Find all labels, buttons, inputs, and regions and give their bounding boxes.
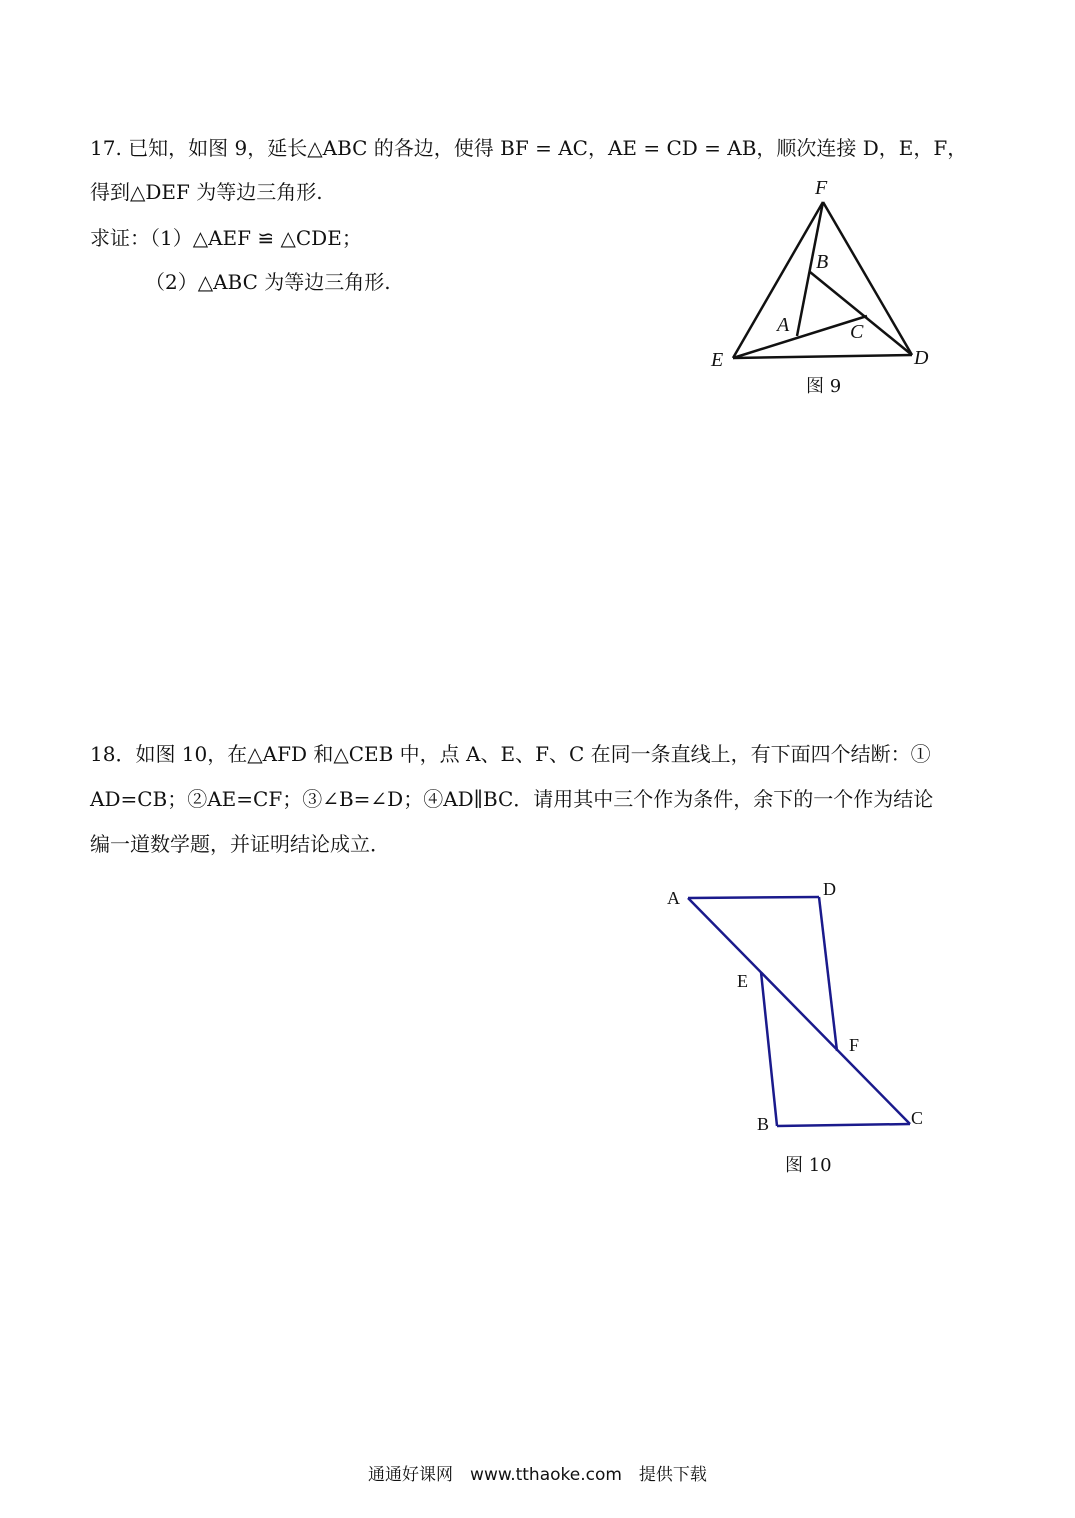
fig10-label-f: F (849, 1035, 860, 1055)
fig9-caption: 图 9 (806, 376, 842, 397)
q18-line-1: 18．如图 10，在△AFD 和△CEB 中，点 A、E、F、C 在同一条直线上，有下面四个结断：① (90, 742, 931, 766)
fig9-side-fd (823, 202, 912, 355)
fig9-label-a: A (777, 314, 790, 336)
q17-line-4: （2）△ABC 为等边三角形. (145, 270, 391, 294)
fig10-label-a: A (667, 888, 680, 908)
fig9-label-d: D (914, 347, 929, 369)
fig10-label-c: C (911, 1108, 924, 1128)
fig9-side-ed (733, 355, 912, 358)
q18-line-2: AD=CB；②AE=CF；③∠B=∠D；④AD∥BC．请用其中三个作为条件，余下的一个作为结论 (90, 787, 934, 811)
fig10-line-eb (761, 972, 777, 1126)
fig10-line-df (819, 897, 837, 1051)
q18-line-3: 编一道数学题，并证明结论成立． (90, 832, 390, 856)
fig10-line-bc (777, 1124, 910, 1126)
fig10-label-d: D (823, 879, 836, 899)
fig10-line-ac (688, 898, 910, 1124)
fig10-caption: 图 10 (785, 1155, 832, 1176)
fig9-label-e: E (711, 349, 724, 371)
fig9-label-b: B (816, 251, 829, 273)
fig10-line-ad (688, 897, 819, 898)
fig9-label-f: F (815, 177, 828, 199)
q17-line-2: 得到△DEF 为等边三角形. (90, 180, 323, 204)
fig10-label-b: B (757, 1114, 770, 1134)
q17-line-1: 17. 已知，如图 9，延长△ABC 的各边，使得 BF = AC，AE = CD = AB，顺次连接 D，E，F， (90, 136, 968, 160)
fig10-label-e: E (737, 971, 748, 991)
fig9-label-c: C (850, 321, 864, 343)
figure-9 (733, 202, 912, 358)
q17-line-3: 求证：（1）△AEF ≌ △CDE； (90, 226, 362, 250)
page-footer: 通通好课网 www.tthaoke.com 提供下载 (368, 1465, 707, 1485)
figure-10 (688, 897, 910, 1126)
